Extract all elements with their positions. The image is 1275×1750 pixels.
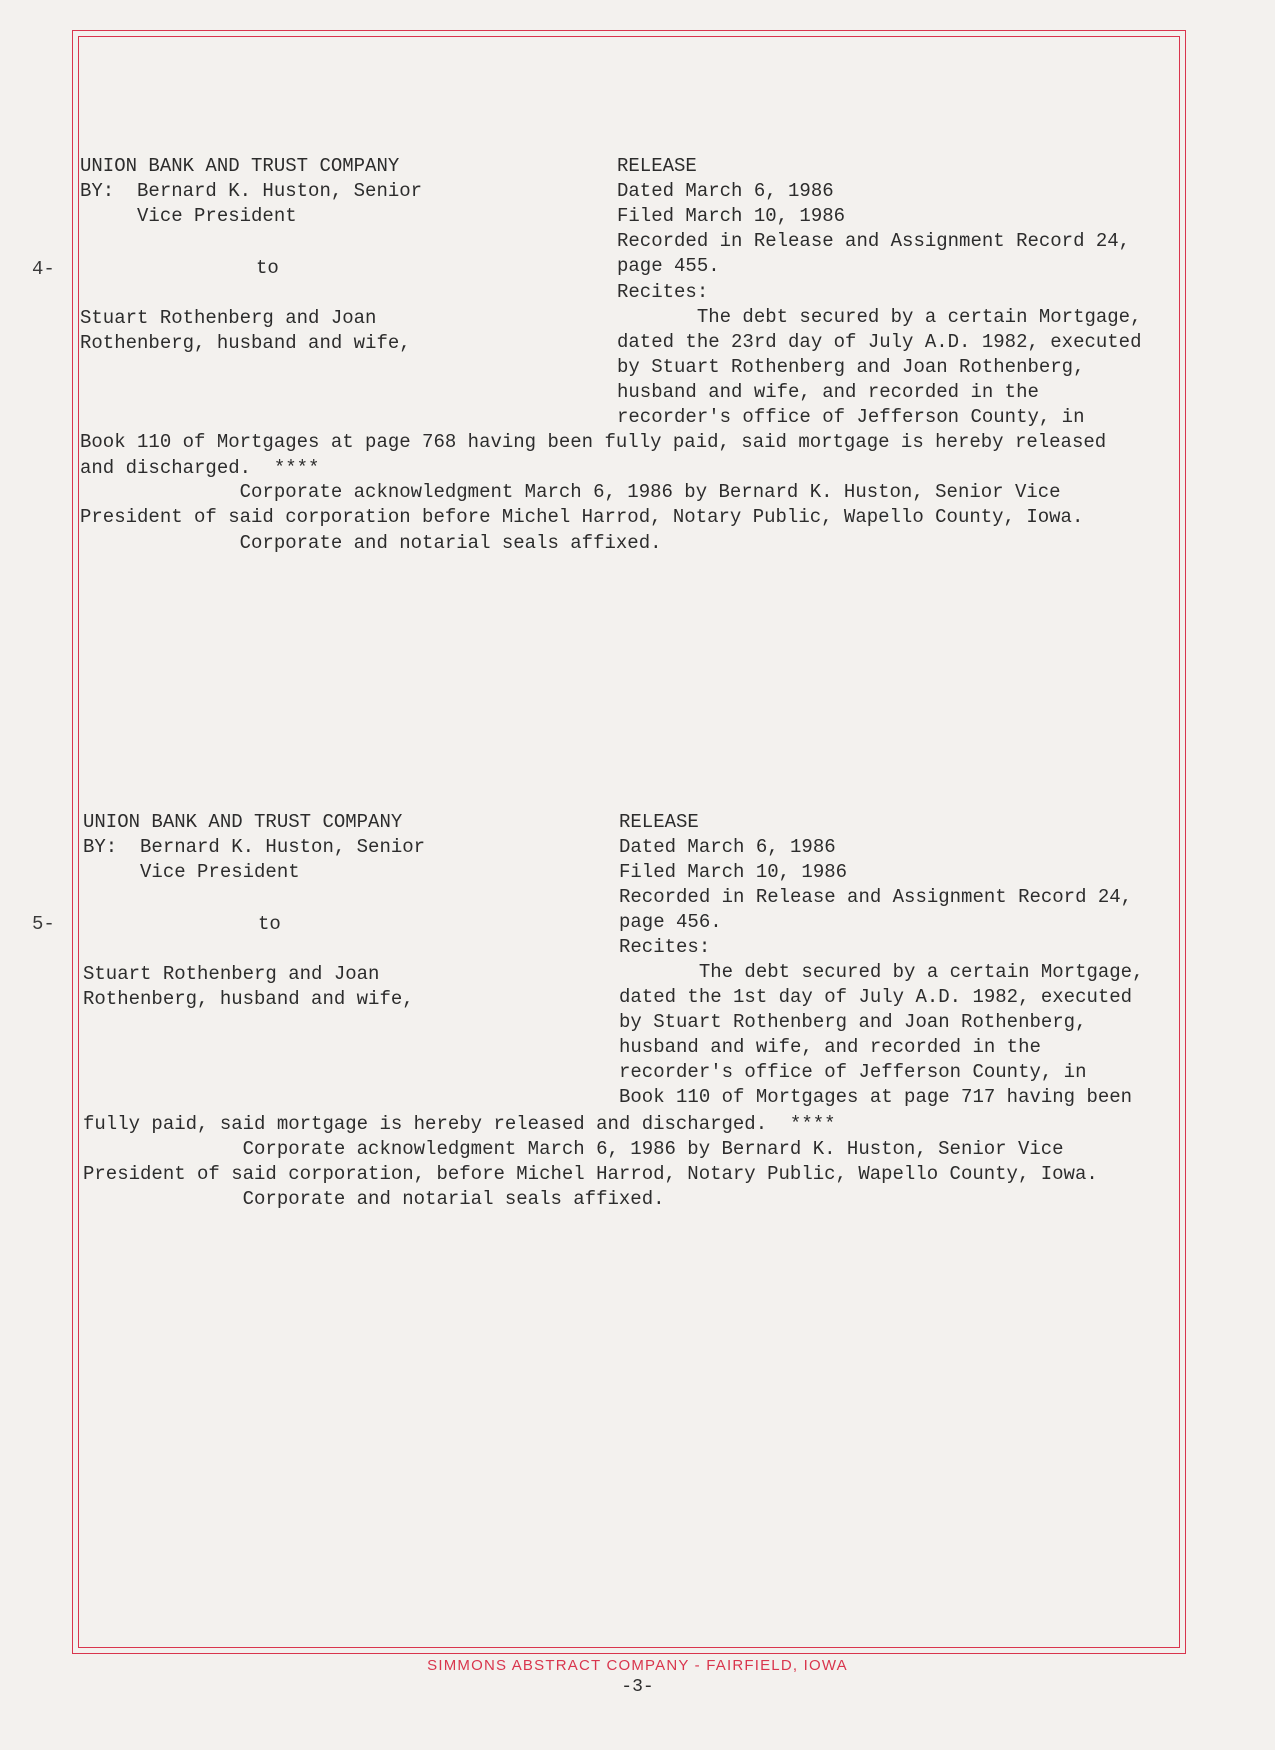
acknowledgment-text: Corporate acknowledgment March 6, 1986 by Bernard K. Huston, Senior Vice: [83, 1138, 1064, 1160]
to-label: to: [258, 913, 281, 935]
recites-label: Recites:: [619, 936, 711, 958]
acknowledgment-text: President of said corporation before Michel Harrod, Notary Public, Wapello County, Iowa.: [80, 506, 1084, 528]
seals-text: Corporate and notarial seals affixed.: [83, 1188, 665, 1210]
recites-text: by Stuart Rothenberg and Joan Rothenberg,: [619, 1011, 1087, 1033]
recites-label: Recites:: [617, 281, 709, 303]
recorded-page: page 456.: [619, 911, 722, 933]
dated-line: Dated March 6, 1986: [617, 180, 834, 202]
entry-number: 4-: [32, 258, 55, 280]
grantor-name: UNION BANK AND TRUST COMPANY: [83, 811, 403, 833]
seals-text: Corporate and notarial seals affixed.: [80, 532, 662, 554]
recites-text: Book 110 of Mortgages at page 768 having been fully paid, said mortgage is hereby released: [80, 431, 1107, 453]
instrument-type: RELEASE: [619, 811, 699, 833]
acknowledgment-text: President of said corporation, before Michel Harrod, Notary Public, Wapello County, Iowa.: [83, 1163, 1098, 1185]
recites-text: Book 110 of Mortgages at page 717 having been: [619, 1086, 1133, 1108]
grantor-name: UNION BANK AND TRUST COMPANY: [80, 155, 400, 177]
dated-line: Dated March 6, 1986: [619, 836, 836, 858]
recorded-line: Recorded in Release and Assignment Record 24,: [617, 230, 1131, 252]
grantee-line: Stuart Rothenberg and Joan: [80, 307, 377, 329]
recites-text: The debt secured by a certain Mortgage,: [617, 306, 1142, 328]
filed-line: Filed March 10, 1986: [619, 861, 848, 883]
filed-line: Filed March 10, 1986: [617, 205, 846, 227]
entry-number: 5-: [32, 913, 55, 935]
grantee-line: Rothenberg, husband and wife,: [80, 332, 411, 354]
footer-company: SIMMONS ABSTRACT COMPANY - FAIRFIELD, IOWA: [427, 1657, 848, 1674]
recites-text: and discharged. ****: [80, 457, 320, 479]
recorded-line: Recorded in Release and Assignment Record 24,: [619, 886, 1133, 908]
recites-text: dated the 23rd day of July A.D. 1982, executed: [617, 331, 1142, 353]
grantee-line: Stuart Rothenberg and Joan: [83, 963, 380, 985]
grantor-by: BY: Bernard K. Huston, Senior: [83, 836, 426, 858]
recites-text: by Stuart Rothenberg and Joan Rothenberg,: [617, 356, 1085, 378]
grantor-by: BY: Bernard K. Huston, Senior: [80, 180, 423, 202]
acknowledgment-text: Corporate acknowledgment March 6, 1986 by Bernard K. Huston, Senior Vice: [80, 481, 1061, 503]
recites-text: husband and wife, and recorded in the: [619, 1036, 1041, 1058]
recites-text: husband and wife, and recorded in the: [617, 381, 1039, 403]
recites-text: The debt secured by a certain Mortgage,: [619, 961, 1144, 983]
grantor-title: Vice President: [80, 205, 297, 227]
recorded-page: page 455.: [617, 255, 720, 277]
recites-text: fully paid, said mortgage is hereby released and discharged. ****: [83, 1113, 836, 1135]
instrument-type: RELEASE: [617, 155, 697, 177]
recites-text: dated the 1st day of July A.D. 1982, executed: [619, 986, 1133, 1008]
to-label: to: [256, 257, 279, 279]
recites-text: recorder's office of Jefferson County, in: [617, 406, 1085, 428]
page-number: -3-: [621, 1677, 654, 1697]
grantee-line: Rothenberg, husband and wife,: [83, 988, 414, 1010]
recites-text: recorder's office of Jefferson County, in: [619, 1061, 1087, 1083]
grantor-title: Vice President: [83, 861, 300, 883]
